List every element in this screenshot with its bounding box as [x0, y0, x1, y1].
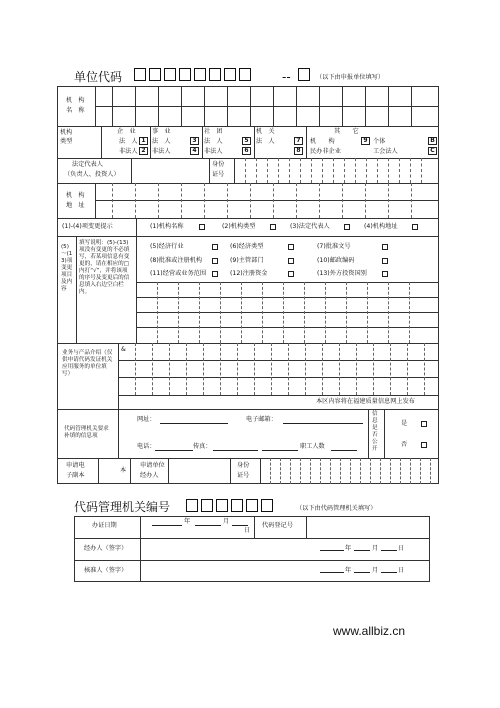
registration-number-label: 代码登记号 [262, 522, 293, 529]
change-item-5-checkbox[interactable] [212, 244, 218, 250]
fax-input[interactable] [213, 450, 258, 451]
publish-note: 本区内容将在福建质量信息网上发布 [316, 398, 415, 405]
option-code-7[interactable]: 7 [294, 137, 303, 145]
id-label-1: 身份 [212, 161, 225, 168]
org-name-label-2: 名 称 [66, 107, 85, 114]
page-title: 单位代码 [74, 70, 123, 84]
ecopy-ben: 本 [120, 467, 127, 474]
option-code-4[interactable]: 4 [190, 147, 199, 155]
watermark-url: www.allbiz.cn [333, 624, 406, 638]
change-item-9-label: (9)主管部门 [230, 257, 264, 264]
change-item-1-checkbox[interactable] [199, 224, 205, 230]
change-item-6-checkbox[interactable] [288, 244, 294, 250]
change-item-12-label: (12)注册资金 [230, 270, 268, 277]
change-item-13-label: (13)外方投资国别 [317, 270, 367, 277]
change-item-9-checkbox[interactable] [288, 258, 294, 264]
change-item-12-checkbox[interactable] [288, 271, 294, 277]
legal-rep-label-2: （负责人、投资人） [64, 171, 120, 178]
section2-note: （以下由代码管理机关填写） [296, 505, 377, 512]
option-label-individual: 个体 [373, 138, 386, 145]
reviewer-month-input[interactable] [354, 572, 370, 573]
footer-id-label-2: 证号 [237, 472, 250, 479]
org-name-label-1: 机 构 [66, 97, 85, 104]
option-code-8[interactable]: 8 [294, 147, 303, 155]
change-prompt-label: (1)-(4)项变更提示 [62, 223, 113, 230]
handler-year-label: 年 [345, 545, 352, 552]
group-title: 机 关 [256, 128, 275, 135]
reviewer-year-label: 年 [345, 567, 352, 574]
change-item-11-label: (11)经营或业务范围 [150, 270, 207, 277]
change-item-1-label: (1)机构名称 [150, 223, 184, 230]
org-type-group-enterprise [101, 126, 151, 158]
change-item-11-checkbox[interactable] [212, 271, 218, 277]
applicant-label-2: 经办人 [140, 472, 159, 479]
fax-label: 传真： [193, 443, 212, 450]
org-name-grid[interactable] [95, 86, 439, 126]
reviewer-day-input[interactable] [381, 572, 397, 573]
change-item-4-label: (4)机构地址 [364, 223, 398, 230]
change-item-5-label: (5)经济行业 [150, 243, 184, 250]
option-code-b[interactable]: B [428, 137, 437, 145]
issue-day-input[interactable] [232, 525, 248, 526]
change-item-6-label: (6)经济类型 [230, 243, 264, 250]
option-code-2[interactable]: 2 [139, 147, 148, 155]
ecopy-label-1: 申请电 [66, 462, 85, 469]
org-type-label-2: 类型 [60, 138, 73, 145]
option-label-union: 工会法人 [373, 148, 398, 155]
staff-label: 职工人数 [300, 443, 325, 450]
handler-day-label: 日 [398, 545, 405, 552]
business-amp: & [121, 346, 126, 353]
group-title: 事 业 [152, 128, 171, 135]
email-label: 电子邮箱： [246, 416, 277, 423]
option-code-5[interactable]: 5 [242, 137, 251, 145]
group-title: 社 团 [204, 128, 223, 135]
option-label: 民办非企业 [310, 148, 341, 155]
address-grid[interactable] [95, 183, 439, 218]
legal-rep-label-1: 法定代表人 [72, 161, 103, 168]
option-label: 法 人 [152, 138, 171, 145]
unit-code-boxes[interactable] [134, 68, 266, 82]
option-label: 法 人 [119, 138, 138, 145]
handler-label: 经办人（签字） [84, 545, 128, 552]
change-item-7-label: (7)批准文号 [317, 243, 351, 250]
address-label-2: 地 址 [66, 202, 85, 209]
section2-title: 代码管理机关编号 [74, 500, 171, 514]
change-item-8-label: (8)批准或注册机构 [150, 257, 203, 264]
business-label: 业务与产品介绍（仅供申请代码发证机关应用服务的单位填写） [62, 350, 113, 377]
public-label: 信息是否公开 [372, 411, 378, 452]
handler-day-input[interactable] [381, 550, 397, 551]
change-item-2-checkbox[interactable] [270, 224, 276, 230]
phone-label: 电话： [137, 443, 156, 450]
issue-month-label: 月 [223, 518, 230, 525]
code-dash: -- [282, 70, 291, 84]
handler-month-label: 月 [372, 545, 379, 552]
group-title: 其 它 [334, 128, 359, 135]
option-code-1[interactable]: 1 [139, 137, 148, 145]
issue-year-label: 年 [184, 518, 191, 525]
legal-rep-id-grid[interactable] [234, 158, 439, 183]
handler-signature-field[interactable] [140, 538, 300, 560]
reviewer-label: 核准人（签字） [84, 567, 128, 574]
public-no-label: 否 [401, 441, 408, 448]
group-title: 企 业 [117, 128, 136, 135]
staff-count-input[interactable] [262, 450, 298, 451]
id-label-2: 证号 [212, 171, 225, 178]
change-item-13-checkbox[interactable] [382, 271, 388, 277]
mgmt-info-label: 代码管理机关要求补填的信息项 [64, 426, 109, 439]
email-input[interactable] [283, 423, 363, 424]
staff-count-tail[interactable] [331, 450, 357, 451]
option-code-6[interactable]: 6 [242, 147, 251, 155]
handler-month-input[interactable] [354, 550, 370, 551]
mgmt-code-boxes[interactable] [186, 499, 282, 513]
phone-input[interactable] [155, 450, 193, 451]
footer-id-label-1: 身份 [237, 462, 250, 469]
legal-rep-name-field[interactable] [131, 158, 209, 183]
website-input[interactable] [160, 423, 228, 424]
option-label: 非法人 [204, 148, 223, 155]
business-content-grid[interactable] [118, 343, 439, 395]
change-item-7-checkbox[interactable] [382, 244, 388, 250]
issue-year-input[interactable] [152, 525, 182, 526]
change-item-2-label: (2)机构类型 [222, 223, 256, 230]
option-label: 机 构 [310, 138, 335, 145]
applicant-label-1: 申请单位 [140, 462, 165, 469]
option-code-c[interactable]: C [428, 147, 437, 155]
org-type-group-government [254, 126, 306, 158]
option-label: 非法人 [152, 148, 171, 155]
org-type-label-1: 机构 [60, 129, 73, 136]
header-note: （以下由申报单位填写） [316, 74, 385, 81]
applicant-name-field[interactable] [168, 458, 230, 484]
org-type-group-other [306, 126, 368, 158]
change-item-10-checkbox[interactable] [382, 258, 388, 264]
change-item-3-checkbox[interactable] [344, 224, 350, 230]
option-label: 法 人 [204, 138, 223, 145]
org-type-group-association [202, 126, 254, 158]
change-item-4-checkbox[interactable] [412, 224, 418, 230]
ecopy-label-2: 子副本 [66, 472, 85, 479]
footer-id-grid[interactable] [260, 458, 439, 484]
option-label: 非法人 [119, 148, 138, 155]
website-label: 网址： [137, 416, 156, 423]
public-yes-label: 是 [401, 420, 408, 427]
reviewer-year-input[interactable] [320, 572, 344, 573]
org-type-group-institution [150, 126, 202, 158]
registration-number-field[interactable] [306, 516, 430, 538]
option-label: 法 人 [256, 138, 275, 145]
change-item-8-checkbox[interactable] [212, 258, 218, 264]
public-no-checkbox[interactable] [421, 442, 427, 448]
change-item-3-label: (3)法定代表人 [290, 223, 330, 230]
change-item-10-label: (10)邮政编码 [317, 257, 355, 264]
reviewer-month-label: 月 [372, 567, 379, 574]
change-content-grid[interactable] [136, 282, 439, 343]
check-digit-box[interactable] [298, 68, 310, 81]
reviewer-signature-field[interactable] [140, 560, 300, 582]
issue-day-label: 日 [244, 527, 251, 534]
change-section-left-label: (5)～(13)项变更项目及内容 [61, 244, 73, 292]
reviewer-day-label: 日 [398, 567, 405, 574]
change-instructions: 填写说明：(5)-(13)项没有变更的不必填写，若某项信息有变更的，请在相应的□内打“√”，并将该项的序号及变更后的信息填入右边空白栏内。 [79, 240, 130, 295]
issue-date-label: 办证日期 [92, 522, 117, 529]
issue-month-input[interactable] [195, 525, 221, 526]
handler-year-input[interactable] [320, 550, 344, 551]
public-yes-checkbox[interactable] [421, 421, 427, 427]
address-label-1: 机 构 [66, 192, 85, 199]
option-code-9[interactable]: 9 [361, 137, 370, 145]
option-code-3[interactable]: 3 [190, 137, 199, 145]
